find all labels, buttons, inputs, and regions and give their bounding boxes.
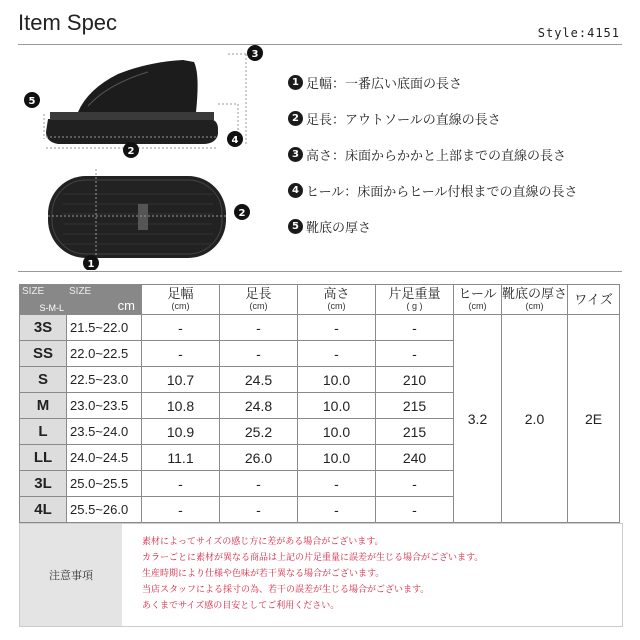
size-label: 3L <box>20 471 67 497</box>
corner-size-cm: SIZE cm <box>67 285 142 315</box>
size-label: LL <box>20 445 67 471</box>
size-cm: 24.0~24.5 <box>67 445 142 471</box>
cell-length: - <box>220 315 298 341</box>
svg-text:5: 5 <box>28 96 36 107</box>
size-cm: 22.5~23.0 <box>67 367 142 393</box>
number-badge-icon: 2 <box>288 111 303 126</box>
notes-text <box>122 524 622 626</box>
cell-width: - <box>142 497 220 523</box>
cell-height: - <box>298 497 376 523</box>
section-divider <box>18 271 622 272</box>
cell-length: - <box>220 471 298 497</box>
cell-height: - <box>298 471 376 497</box>
cell-height: 10.0 <box>298 393 376 419</box>
cell-weight: - <box>376 315 454 341</box>
cell-weight: - <box>376 341 454 367</box>
legend-item <box>288 216 577 236</box>
svg-text:4: 4 <box>231 135 239 146</box>
cell-width: - <box>142 471 220 497</box>
header-heel: ヒール (cm) <box>454 285 502 315</box>
cell-width: 10.9 <box>142 419 220 445</box>
cell-width: - <box>142 315 220 341</box>
cell-heel: 3.2 <box>454 315 502 523</box>
legend-item <box>288 72 577 92</box>
legend-text: ヒール：床面からヒール付根までの直線の長さ <box>306 184 578 200</box>
cell-weight: - <box>376 497 454 523</box>
legend-text: 足長：アウトソールの直線の長さ <box>306 112 501 128</box>
number-badge-icon: 1 <box>288 75 303 90</box>
svg-text:1: 1 <box>87 259 95 270</box>
cell-length: 24.5 <box>220 367 298 393</box>
cell-width: - <box>142 341 220 367</box>
note-line: 当店スタッフによる採寸の為、若干の誤差が生じる場合がございます。 <box>142 585 430 595</box>
cell-width: 10.8 <box>142 393 220 419</box>
header-width: 足幅 (cm) <box>142 285 220 315</box>
legend-text: 足幅：一番広い底面の長さ <box>306 76 463 92</box>
table-header-row <box>20 285 620 315</box>
cell-length: 25.2 <box>220 419 298 445</box>
page-title: Item Spec <box>18 10 118 35</box>
sandal-sole-view <box>48 176 226 258</box>
header-sole: 靴底の厚さ (cm) <box>502 285 568 315</box>
table-row <box>20 315 620 341</box>
size-cm: 23.5~24.0 <box>67 419 142 445</box>
cell-weight: 215 <box>376 419 454 445</box>
cell-sole: 2.0 <box>502 315 568 523</box>
size-cm: 25.5~26.0 <box>67 497 142 523</box>
cell-height: - <box>298 341 376 367</box>
corner-size-sml: SIZE S-M-L <box>20 285 67 315</box>
cell-length: - <box>220 497 298 523</box>
number-badge-icon: 5 <box>288 219 303 234</box>
note-line: カラーごとに素材が異なる商品は上記の片足重量に誤差が生じる場合がございます。 <box>142 553 484 563</box>
size-cm: 25.0~25.5 <box>67 471 142 497</box>
note-line: 素材によってサイズの感じ方に差がある場合がございます。 <box>142 537 384 547</box>
svg-text:2: 2 <box>127 146 135 157</box>
size-label: SS <box>20 341 67 367</box>
legend-item <box>288 180 577 200</box>
sandal-side-view <box>46 60 218 144</box>
note-line: あくまでサイズ感の目安としてご利用ください。 <box>142 601 340 611</box>
cell-height: 10.0 <box>298 419 376 445</box>
size-cm: 21.5~22.0 <box>67 315 142 341</box>
legend-item <box>288 144 577 164</box>
header-length: 足長 (cm) <box>220 285 298 315</box>
size-label: 3S <box>20 315 67 341</box>
size-label: S <box>20 367 67 393</box>
cell-height: 10.0 <box>298 445 376 471</box>
style-number: Style:4151 <box>537 26 620 40</box>
header-wise: ワイズ <box>568 285 620 315</box>
cell-weight: - <box>376 471 454 497</box>
header-height: 高さ (cm) <box>298 285 376 315</box>
legend-text: 高さ：床面からかかと上部までの直線の長さ <box>306 148 567 164</box>
measurement-legend <box>288 72 577 252</box>
size-label: 4L <box>20 497 67 523</box>
measurement-diagram <box>18 44 263 270</box>
note-line: 生産時期により仕様や色味が若干異なる場合がございます。 <box>142 569 385 579</box>
size-cm: 22.0~22.5 <box>67 341 142 367</box>
cell-length: - <box>220 341 298 367</box>
number-badge-icon: 4 <box>288 183 303 198</box>
cell-length: 26.0 <box>220 445 298 471</box>
cell-width: 11.1 <box>142 445 220 471</box>
marker-2-sole <box>234 204 250 220</box>
size-label: M <box>20 393 67 419</box>
notes-box <box>19 523 623 627</box>
cell-weight: 215 <box>376 393 454 419</box>
marker-4 <box>227 131 243 147</box>
svg-text:2: 2 <box>238 208 246 219</box>
marker-3 <box>247 45 263 61</box>
cell-wise: 2E <box>568 315 620 523</box>
number-badge-icon: 3 <box>288 147 303 162</box>
marker-5 <box>24 92 40 108</box>
size-spec-table <box>19 284 620 523</box>
legend-text: 靴底の厚さ <box>306 220 372 236</box>
notes-label: 注意事項 <box>20 524 122 626</box>
cell-length: 24.8 <box>220 393 298 419</box>
cell-width: 10.7 <box>142 367 220 393</box>
cell-height: - <box>298 315 376 341</box>
size-cm: 23.0~23.5 <box>67 393 142 419</box>
marker-2-side <box>123 142 139 158</box>
svg-text:3: 3 <box>251 49 259 60</box>
cell-weight: 210 <box>376 367 454 393</box>
cell-weight: 240 <box>376 445 454 471</box>
size-label: L <box>20 419 67 445</box>
legend-item <box>288 108 577 128</box>
cell-height: 10.0 <box>298 367 376 393</box>
header-weight: 片足重量 ( g ) <box>376 285 454 315</box>
